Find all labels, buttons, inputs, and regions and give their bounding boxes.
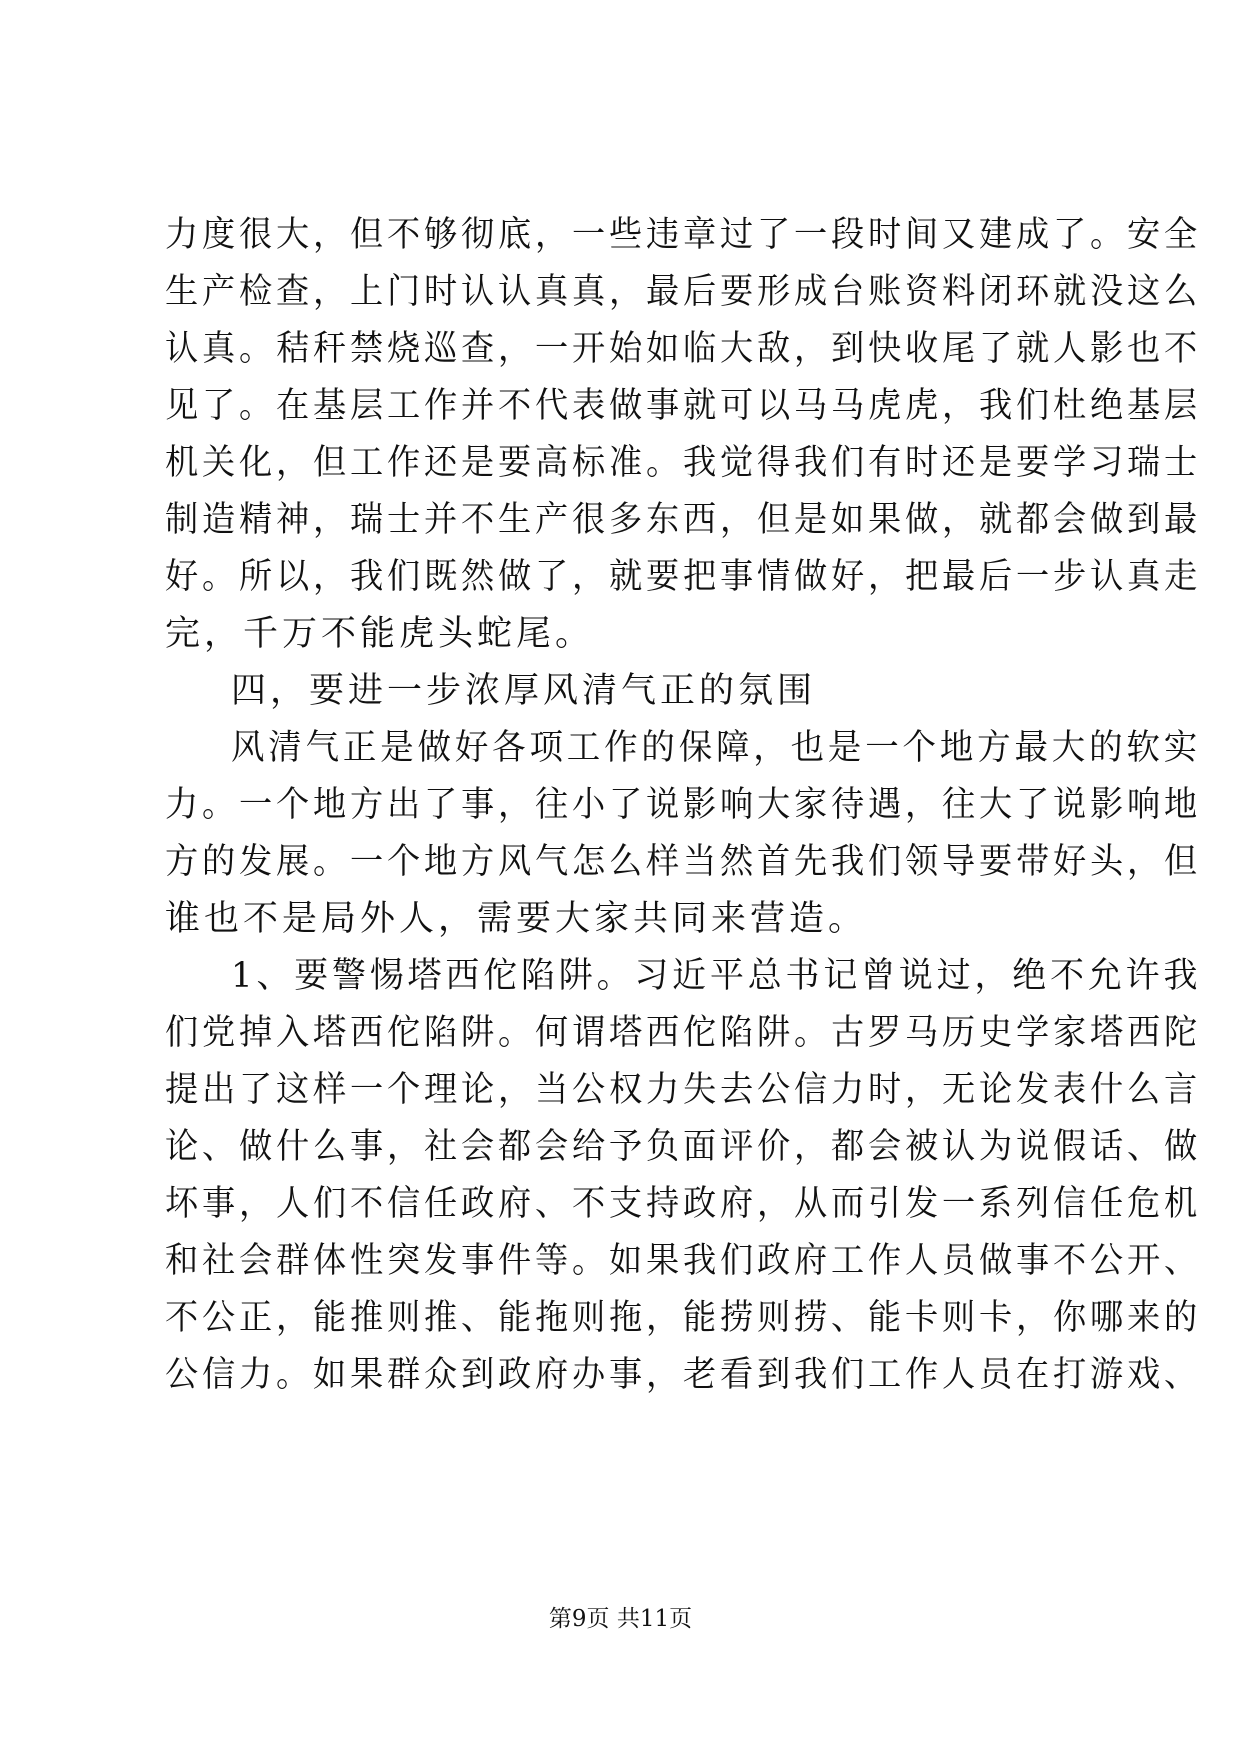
body-line: 完，千万不能虎头蛇尾。 <box>165 614 595 654</box>
body-line: 机关化，但工作还是要高标准。我觉得我们有时还是要学习瑞士 <box>165 443 1202 483</box>
body-line: 们党掉入塔西佗陷阱。何谓塔西佗陷阱。古罗马历史学家塔西陀 <box>165 1013 1202 1053</box>
section-heading: 四，要进一步浓厚风清气正的氛围 <box>231 671 817 711</box>
body-line: 谁也不是局外人，需要大家共同来营造。 <box>165 899 868 939</box>
page-footer: 第9页 共11页 <box>548 1606 693 1632</box>
body-line: 论、做什么事，社会都会给予负面评价，都会被认为说假话、做 <box>165 1127 1202 1167</box>
body-line: 制造精神，瑞士并不生产很多东西，但是如果做，就都会做到最 <box>165 500 1202 540</box>
body-line: 不公正，能推则推、能拖则拖，能捞则捞、能卡则卡，你哪来的 <box>165 1298 1202 1338</box>
body-line: 公信力。如果群众到政府办事，老看到我们工作人员在打游戏、 <box>165 1355 1202 1395</box>
body-line: 认真。秸秆禁烧巡查，一开始如临大敌，到快收尾了就人影也不 <box>165 329 1202 369</box>
body-line: 提出了这样一个理论，当公权力失去公信力时，无论发表什么言 <box>165 1070 1202 1110</box>
body-line: 力度很大，但不够彻底，一些违章过了一段时间又建成了。安全 <box>165 215 1202 255</box>
body-line: 坏事，人们不信任政府、不支持政府，从而引发一系列信任危机 <box>165 1184 1202 1224</box>
body-line: 生产检查，上门时认认真真，最后要形成台账资料闭环就没这么 <box>165 272 1202 312</box>
body-line: 风清气正是做好各项工作的保障，也是一个地方最大的软实 <box>231 728 1202 768</box>
body-line: 和社会群体性突发事件等。如果我们政府工作人员做事不公开、 <box>165 1241 1202 1281</box>
body-line: 好。所以，我们既然做了，就要把事情做好，把最后一步认真走 <box>165 557 1202 597</box>
body-line: 方的发展。一个地方风气怎么样当然首先我们领导要带好头，但 <box>165 842 1202 882</box>
body-line: 1、要警惕塔西佗陷阱。习近平总书记曾说过，绝不允许我 <box>231 956 1202 996</box>
body-line: 力。一个地方出了事，往小了说影响大家待遇，往大了说影响地 <box>165 785 1202 825</box>
body-line: 见了。在基层工作并不代表做事就可以马马虎虎，我们杜绝基层 <box>165 386 1202 426</box>
